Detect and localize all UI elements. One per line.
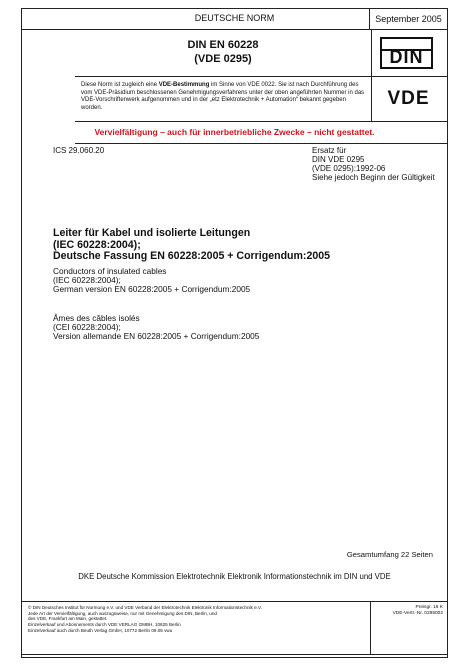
footer-line: des VDE, Frankfurt am Main, gestattet. (28, 616, 108, 622)
title-german (53, 228, 433, 263)
publication-date: September 2005 (369, 9, 447, 29)
title-english-line: German version EN 60228:2005 + Corrigendum:2005 (53, 284, 251, 295)
standard-number (75, 29, 372, 76)
footer-price (370, 602, 447, 654)
sales-number: VDE-Vertr.-Nr. 0295002 (392, 611, 443, 616)
standard-number-line1: DIN EN 60228 (187, 39, 259, 51)
footer-line: Einzelverkauf und Abonnements durch VDE VERLAG GMBH, 10625 Berlin (28, 622, 181, 628)
vde-notice-bold: VDE-Bestimmung (158, 82, 210, 88)
total-pages: Gesamtumfang 22 Seiten (346, 550, 433, 559)
title-french-line: Version allemande EN 60228:2005 + Corrigendum:2005 (53, 331, 260, 342)
din-logo-icon (380, 37, 433, 69)
vde-notice-prefix: Diese Norm ist zugleich eine (81, 82, 159, 88)
vde-logo-icon: VDE (387, 88, 430, 109)
replaces-line: DIN VDE 0295 (312, 155, 365, 164)
replaces-line: Siehe jedoch Beginn der Gültigkeit (312, 173, 435, 182)
ics-code: ICS 29.060.20 (53, 146, 105, 155)
footer-line: Einzelverkauf auch durch Beuth Verlag GmbH, 10772 Berlin 09.05 vwu (28, 627, 173, 633)
footer (22, 601, 447, 655)
price-group: Preisgr. 16 K (415, 605, 443, 610)
title-german-line: Leiter für Kabel und isolierte Leitungen (53, 227, 251, 239)
header-bar (22, 9, 447, 30)
footer-line: Jede Art der Vervielfältigung, auch auszugsweise, nur mit Genehmigung des DIN, Berlin, und (28, 610, 217, 616)
footer-copyright (28, 605, 358, 634)
committee-line: DKE Deutsche Kommission Elektrotechnik Elektronik Informationstechnik im DIN und VDE (78, 572, 391, 581)
title-german-line: (IEC 60228:2004); (53, 238, 141, 251)
din-logo (370, 29, 447, 76)
copy-warning: Vervielfältigung – auch für innerbetriebliche Zwecke – nicht gestattet. (94, 127, 375, 137)
title-english-line: (IEC 60228:2004); (53, 275, 121, 286)
standard-number-line2: (VDE 0295) (194, 53, 252, 65)
footer-line: © DIN Deutsches Institut für Normung e.V. und VDE Verband der Elektrotechnik Elektronik Informationstechnik e.V. (28, 605, 262, 610)
title-french-line: (CEI 60228:2004); (53, 322, 121, 333)
title-english (53, 267, 250, 295)
vde-notice-rest: im Sinne von VDE 0022. Sie ist nach Durchführung des vom VDE-Präsidium beschlossenen Genehmigungsverfahrens unter der oben angeführten Nummer in das VDE-Vorschriftenwerk aufgenommen und in der „etz Elektrotechnik + Automation“ bekannt gegeben worden. (81, 82, 365, 111)
vde-notice (75, 77, 372, 121)
replaces-line: (VDE 0295):1992-06 (312, 164, 386, 173)
replaces-line: Ersatz für (312, 146, 347, 155)
replaces-block (312, 146, 435, 182)
title-german-line: Deutsche Fassung EN 60228:2005 + Corrigendum:2005 (53, 250, 331, 262)
title-french-line: Âmes des câbles isolés (53, 313, 140, 323)
norm-type: DEUTSCHE NORM (194, 13, 275, 23)
title-french (53, 314, 259, 342)
din-logo-text: DIN (389, 47, 424, 67)
title-english-line: Conductors of insulated cables (53, 266, 167, 276)
standard-cover-page (21, 8, 448, 658)
